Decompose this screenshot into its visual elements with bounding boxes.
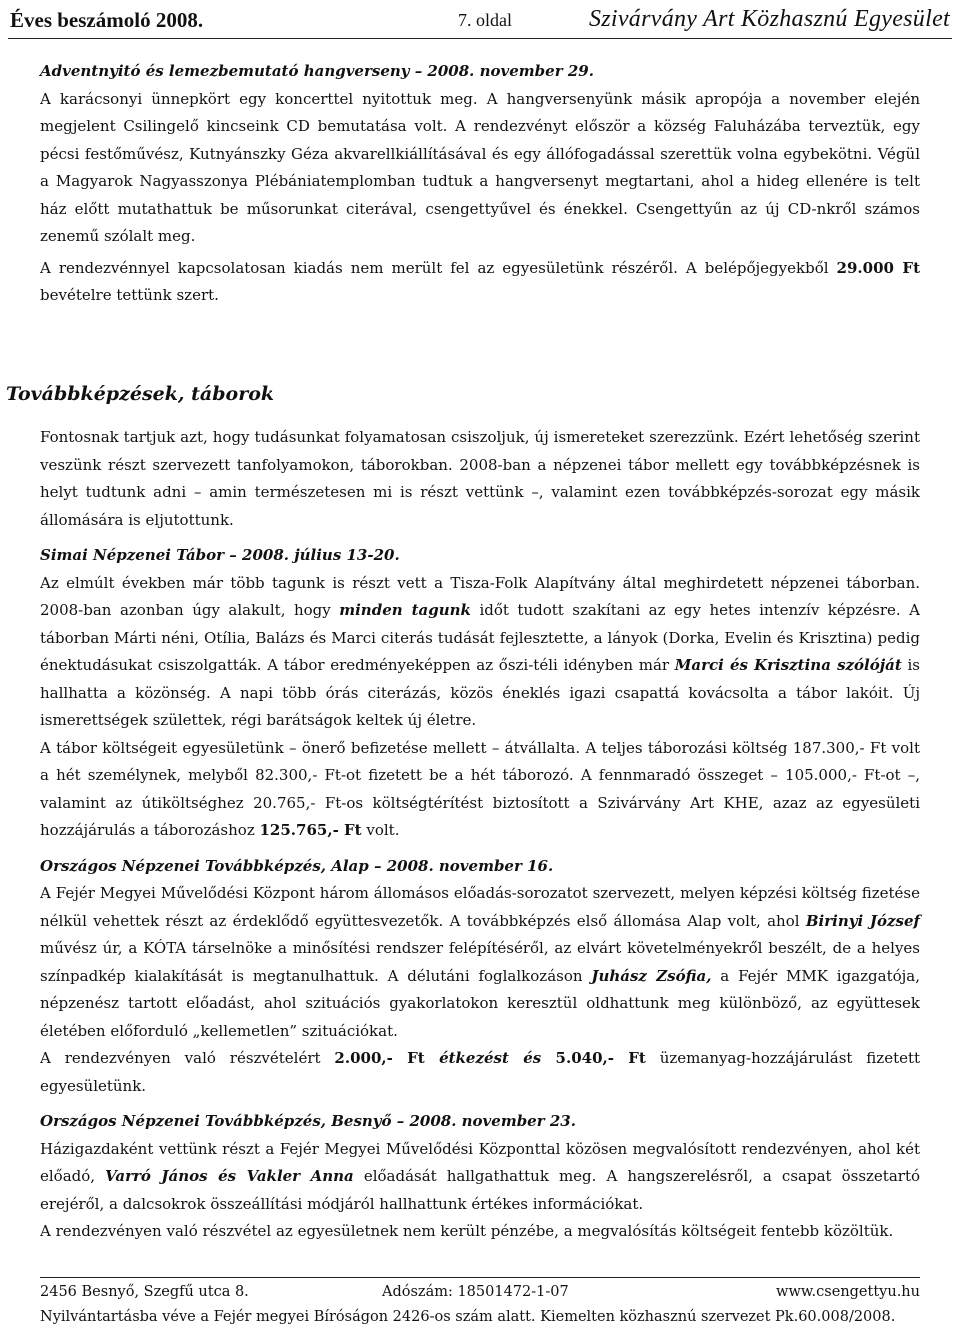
alap-cost-paragraph (40, 1045, 920, 1100)
advent-income-paragraph (40, 255, 920, 310)
sima-camp-cost-paragraph (40, 735, 920, 845)
text-run: a Fejér MMK igazgatója, népzenész tartott előadást, ahol szituációs gyakorlatokon keresztül oldhattunk meg különböző, az együttesek életében előforduló „kellemetlen” szituációkat. (40, 966, 921, 1040)
besnyo-training-paragraph (40, 1136, 920, 1219)
organization-name: Szivárvány Art Közhasznú Egyesület (588, 6, 950, 32)
advent-concert-heading: Adventnyitó és lemezbemutató hangverseny – 2008. november 29. (40, 62, 594, 80)
text-run: Házigazdaként vettünk részt a Fejér Megyei Művelődési Központtal közösen megvalósított rendezvényen, ahol két előadó, (40, 1139, 920, 1185)
footer-tax-number: Adószám: 18501472-1-07 (382, 1284, 569, 1300)
emphasis: Marci és Krisztina szólóját (674, 656, 902, 674)
text-run: időt tudott szakítani az egy hetes intenzív képzésre. A táborban Márti néni, Otília, Balázs és Marci citerás tudását fejlesztette, a lányok (Dorka, Evelin és Krisztina) pedig énektudásukat csiszolgatták. A tábor eredményeképpen az őszi-téli idényben már (40, 601, 920, 674)
footer-registry: Nyilvántartásba véve a Fejér megyei Bíróságon 2426-os szám alatt. Kiemelten közhasznú szervezet Pk.60.008/2008. (40, 1309, 896, 1325)
advent-concert-paragraph: A karácsonyi ünnepkört egy koncerttel nyitottuk meg. A hangversenyünk másik apropója a november elején megjelent Csilingelő kincseink CD bemutatása volt. A rendezvényt először a község Faluházába terveztük, egy pécsi festőművész, Kutnyánszky Géza akvarellkiállításával és egy állófogadással szerettük volna egybekötni. Végül a Magyarok Nagyasszonya Plébániatemplomban tudtuk a hangversenyt megtartani, ahol a hideg ellenére is telt ház előtt mutathattuk be műsorunkat citerával, csengettyűvel és énekkel. Csengettyűn az új CD-nkről számos zenemű szólalt meg. (40, 89, 920, 245)
page-header (8, 4, 952, 39)
besnyo-cost-paragraph: A rendezvényen való részvétel az egyesületnek nem került pénzébe, a megvalósítás költségeit fentebb közöltük. (40, 1222, 894, 1240)
section-title: Továbbképzések, táborok (6, 383, 275, 405)
text-run: művész úr, a KÓTA társelnöke a minősítési rendszer felépítéséről, az elvárt követelményekről beszélt, de a helyes színpadkép kialakítását is megtanulhattuk. A délutáni foglalkozáson (40, 939, 920, 985)
text-run: előadását hallgathattuk meg. A hangszerelésről, a csapat összetartó erejéről, a dalcsokrok összeállítási módjáról hallhattunk értékes információkat. (40, 1167, 920, 1213)
besnyo-training-heading: Országos Népzenei Továbbképzés, Besnyő – 2008. november 23. (40, 1112, 576, 1130)
emphasis: étkezést és (424, 1049, 556, 1067)
fuel-amount: 5.040,- Ft (555, 1049, 646, 1067)
page-footer (40, 1277, 920, 1328)
sima-camp-heading: Simai Népzenei Tábor – 2008. július 13-20. (40, 546, 400, 564)
emphasis: Varró János és Vakler Anna (105, 1167, 354, 1185)
trainings-intro: Fontosnak tartjuk azt, hogy tudásunkat folyamatosan csiszoljuk, új ismereteket szerezzünk. Ezért lehetőség szerint veszünk részt szervezett tanfolyamokon, táborokban. 2008-ban a népzenei tábor mellett egy továbbképzésnek is helyt tudtunk adni – amin természetesen mi is részt vettünk –, valamint ezen továbbképzés-sorozat egy másik állomására is eljutottunk. (40, 428, 920, 529)
text-run: Az elmúlt években már több tagunk is részt vett a Tisza-Folk Alapítvány által meghirdetett népzenei táborban. 2008-ban azonban úgy alakult, hogy (40, 573, 920, 619)
text-run: A rendezvényen való részvételért (40, 1049, 335, 1067)
footer-address: 2456 Besnyő, Szegfű utca 8. (40, 1284, 249, 1300)
document-title: Éves beszámoló 2008. (10, 8, 204, 32)
text-run: A rendezvénnyel kapcsolatosan kiadás nem merült fel az egyesületünk részéről. A belépőjegyekből (40, 258, 837, 277)
trainings-section (40, 424, 920, 1246)
emphasis: Birinyi József (805, 911, 920, 930)
meal-amount: 2.000,- Ft (334, 1049, 425, 1067)
emphasis: Juhász Zsófia, (591, 966, 712, 985)
contribution-amount: 125.765,- Ft (259, 821, 362, 839)
text-run: is hallhatta a közönség. A napi több órás citerázás, közös éneklés igazi csapattá kovácsolta a tábor lakóit. Új ismerettségek születtek, régi barátságok keltek új életre. (40, 656, 921, 729)
advent-concert-section (40, 58, 920, 310)
footer-website[interactable]: www.csengettyu.hu (776, 1284, 920, 1300)
alap-training-paragraph (40, 880, 920, 1045)
text-run: volt. (361, 821, 400, 839)
page-number: 7. oldal (458, 10, 512, 30)
sima-camp-paragraph (40, 570, 920, 735)
text-run: A tábor költségeit egyesületünk – önerő befizetése mellett – átvállalta. A teljes táborozási költség 187.300,- Ft volt a hét személynek, melyből 82.300,- Ft-ot fizetett be a hét táborozó. A fennmaradó összeget – 105.000,- Ft-ot –, valamint az útiköltséghez 20.765,- Ft-os költségtérítést biztosított a Szivárvány Art KHE, azaz az egyesületi hozzájárulás a táborozáshoz (40, 738, 920, 839)
text-run: A Fejér Megyei Művelődési Központ három állomásos előadás-sorozatot szervezett, melyen képzési költség fizetése nélkül vehettek részt az érdeklődő együttesvezetők. A továbbképzés első állomása Alap volt, ahol (40, 884, 920, 930)
text-run: üzemanyag-hozzájárulást fizetett egyesületünk. (40, 1049, 921, 1095)
alap-training-heading: Országos Népzenei Továbbképzés, Alap – 2008. november 16. (40, 856, 554, 875)
income-amount: 29.000 Ft (836, 258, 920, 277)
text-run: bevételre tettünk szert. (40, 286, 219, 304)
emphasis: minden tagunk (339, 601, 471, 619)
